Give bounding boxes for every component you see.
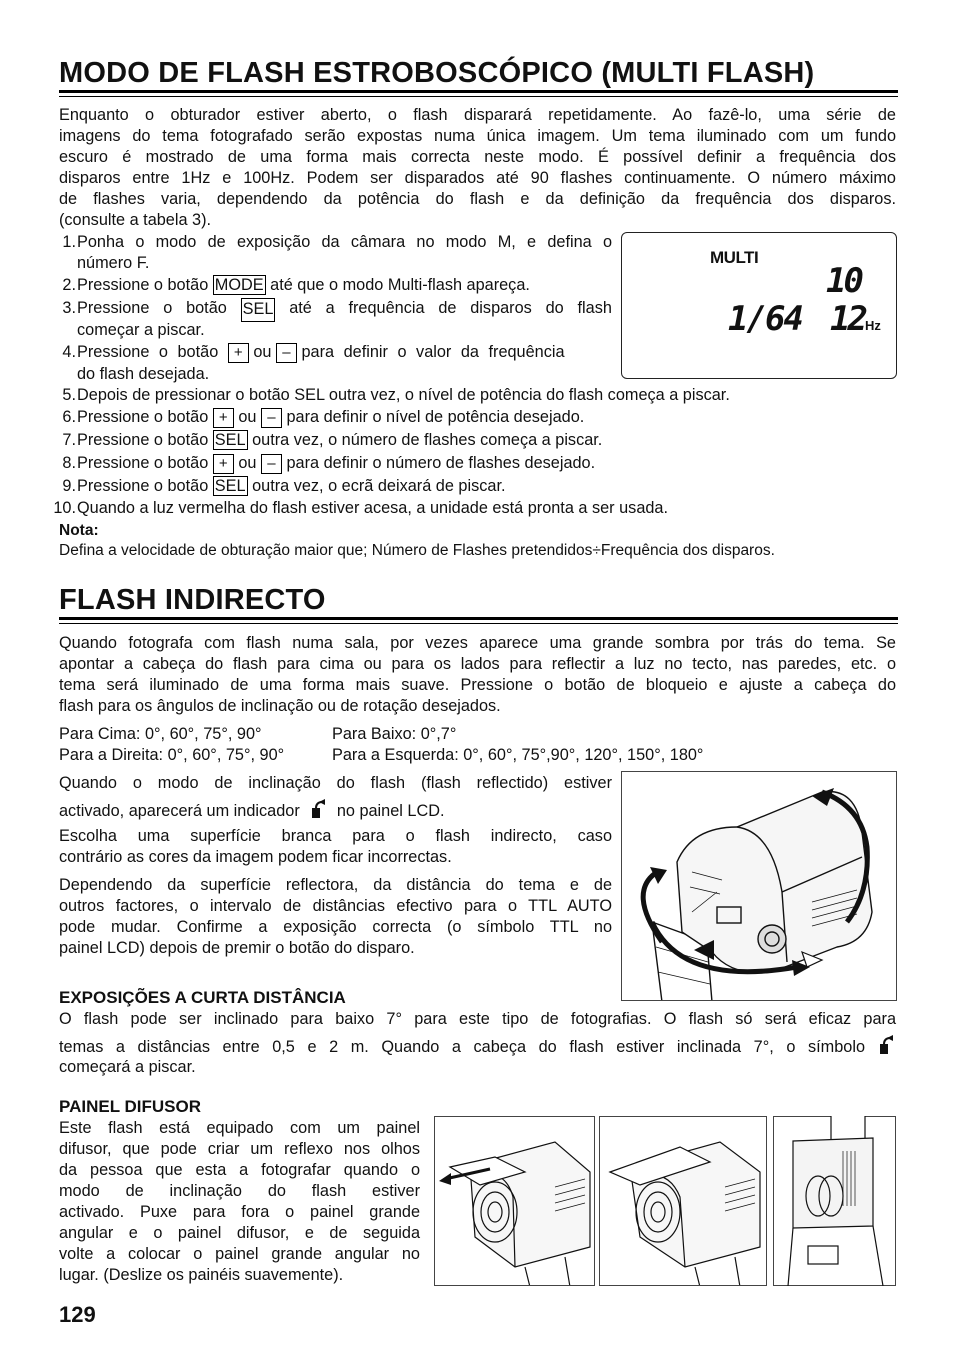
diffuser-panel-title: PAINEL DIFUSOR bbox=[59, 1097, 201, 1116]
bounce-p3-line: painel LCD) depois de premir o botão do disparo. bbox=[59, 939, 415, 957]
close-range-title: EXPOSIÇÕES A CURTA DISTÂNCIA bbox=[59, 988, 346, 1007]
lcd-frequency-unit: Hz bbox=[865, 318, 881, 333]
minus-button-label: – bbox=[276, 343, 297, 363]
close-range-line: começará a piscar. bbox=[59, 1058, 196, 1076]
bounce-intro-line: flash para os ângulos de inclinação ou de rotação desejados. bbox=[59, 697, 501, 715]
intro-line: imagens do tema fotografado serão expostas numa única imagem. Um tema iluminado com um fundo bbox=[59, 127, 896, 145]
step-4-cont: do flash desejada. bbox=[77, 365, 210, 383]
diffuser-line: modo de inclinação do flash estiver bbox=[59, 1182, 420, 1200]
plus-button-label: + bbox=[213, 408, 234, 428]
bounce-p2-line: Escolha uma superfície branca para o flash indirecto, caso bbox=[59, 827, 612, 845]
plus-button-label: + bbox=[228, 343, 249, 363]
diffuser-line: volte a colocar o painel grande angular no bbox=[59, 1245, 420, 1263]
sel-button-label: SEL bbox=[214, 431, 246, 449]
mode-button-label: MODE bbox=[214, 276, 264, 294]
bounce-p1-line2: activado, aparecerá um indicador no painel LCD. bbox=[59, 798, 445, 823]
bounce-p2-line: contrário as cores da imagem podem ficar incorrectas. bbox=[59, 848, 452, 866]
diffuser-line: da pessoa que esta a fotografar quando o bbox=[59, 1161, 420, 1179]
angle-down: Para Baixo: 0°,7° bbox=[332, 725, 457, 743]
close-range-line2: temas a distâncias entre 0,5 e 2 m. Quando a cabeça do flash estiver inclinada 7°, o símbolo bbox=[59, 1034, 896, 1059]
bounce-p1-line: Quando o modo de inclinação do flash (flash reflectido) estiver bbox=[59, 774, 612, 792]
intro-line: de flashes varia, dependendo da potência do flash e da definição da frequência dos disparos. bbox=[59, 190, 896, 208]
note-text: Defina a velocidade de obturação maior que; Número de Flashes pretendidos÷Frequência dos disparos. bbox=[59, 542, 775, 559]
minus-button-label: – bbox=[261, 454, 282, 474]
plus-button-label: + bbox=[213, 454, 234, 474]
bounce-intro-line: Quando fotografa com flash numa sala, por vezes aparece uma grande sombra por trás do tema. Se bbox=[59, 634, 896, 652]
step-1-cont: número F. bbox=[77, 254, 150, 272]
angle-left: Para a Esquerda: 0°, 60°, 75°,90°, 120°, 150°, 180° bbox=[332, 746, 704, 764]
diffuser-illustration-3 bbox=[773, 1116, 896, 1286]
lcd-power-level: 1/64 bbox=[728, 299, 802, 339]
angle-up: Para Cima: 0°, 60°, 75°, 90° bbox=[59, 725, 262, 743]
diffuser-line: Este flash está equipado com um painel bbox=[59, 1119, 420, 1137]
diffuser-line: difusor, que pode criar um reflexo nos olhos bbox=[59, 1140, 420, 1158]
flash-head-rotation-illustration bbox=[621, 771, 897, 1001]
title-rule-thin bbox=[59, 623, 898, 624]
diffuser-line: lugar. (Deslize os painéis suavemente). bbox=[59, 1266, 344, 1284]
title-rule-thin bbox=[59, 96, 898, 97]
bounce-intro-line: tema será iluminado de uma forma mais suave. Pressione o botão de bloqueio e ajuste a cabeça do bbox=[59, 676, 896, 694]
page-number: 129 bbox=[59, 1302, 96, 1327]
lcd-display bbox=[621, 232, 897, 379]
diffuser-line: activado. Puxe para fora o painel grande bbox=[59, 1203, 420, 1221]
note-label: Nota: bbox=[59, 522, 99, 539]
diffuser-illustration-1 bbox=[434, 1116, 595, 1286]
bounce-indicator-icon bbox=[308, 798, 328, 820]
section-title-bounce-flash: FLASH INDIRECTO bbox=[59, 584, 326, 616]
diffuser-illustration-2 bbox=[599, 1116, 767, 1286]
step-3-cont: começar a piscar. bbox=[77, 321, 205, 339]
diffuser-line: angular e o painel difusor, e de seguida bbox=[59, 1224, 420, 1242]
sel-button-label: SEL bbox=[241, 298, 276, 322]
angle-right: Para a Direita: 0°, 60°, 75°, 90° bbox=[59, 746, 285, 764]
bounce-p3-line: Dependendo da superfície reflectora, da distância do tema e de bbox=[59, 876, 612, 894]
bounce-indicator-icon bbox=[876, 1034, 896, 1056]
bounce-p3-line: pode mudar. Confirme a exposição correcta (o símbolo TTL no bbox=[59, 918, 612, 936]
intro-line: disparos entre 1Hz e 100Hz. Podem ser disparados até 90 flashes continuamente. O número máximo bbox=[59, 169, 896, 187]
intro-line: (consulte a tabela 3). bbox=[59, 211, 212, 229]
title-rule bbox=[59, 90, 898, 93]
lcd-flash-count: 10 bbox=[826, 261, 861, 301]
minus-button-label: – bbox=[261, 408, 282, 428]
section-title-multi-flash: MODO DE FLASH ESTROBOSCÓPICO (MULTI FLASH) bbox=[59, 57, 815, 89]
intro-line: Enquanto o obturador estiver aberto, o flash disparará repetidamente. Ao fazê-lo, uma série de bbox=[59, 106, 896, 124]
lcd-frequency: 12 bbox=[830, 299, 865, 339]
title-rule bbox=[59, 617, 898, 620]
close-range-line: O flash pode ser inclinado para baixo 7° para este tipo de fotografias. O flash só será eficaz para bbox=[59, 1010, 896, 1028]
bounce-intro-line: apontar a cabeça do flash para cima ou para os lados para reflectir a luz no tecto, nas paredes, etc. o bbox=[59, 655, 896, 673]
sel-button-label: SEL bbox=[214, 477, 246, 495]
lcd-mode-label: MULTI bbox=[710, 248, 759, 267]
bounce-p3-line: outros factores, o intervalo de distâncias efectivo para o TTL AUTO bbox=[59, 897, 612, 915]
intro-line: escuro é mostrado de uma forma mais correcta neste modo. É possível definir a frequência dos bbox=[59, 148, 896, 166]
